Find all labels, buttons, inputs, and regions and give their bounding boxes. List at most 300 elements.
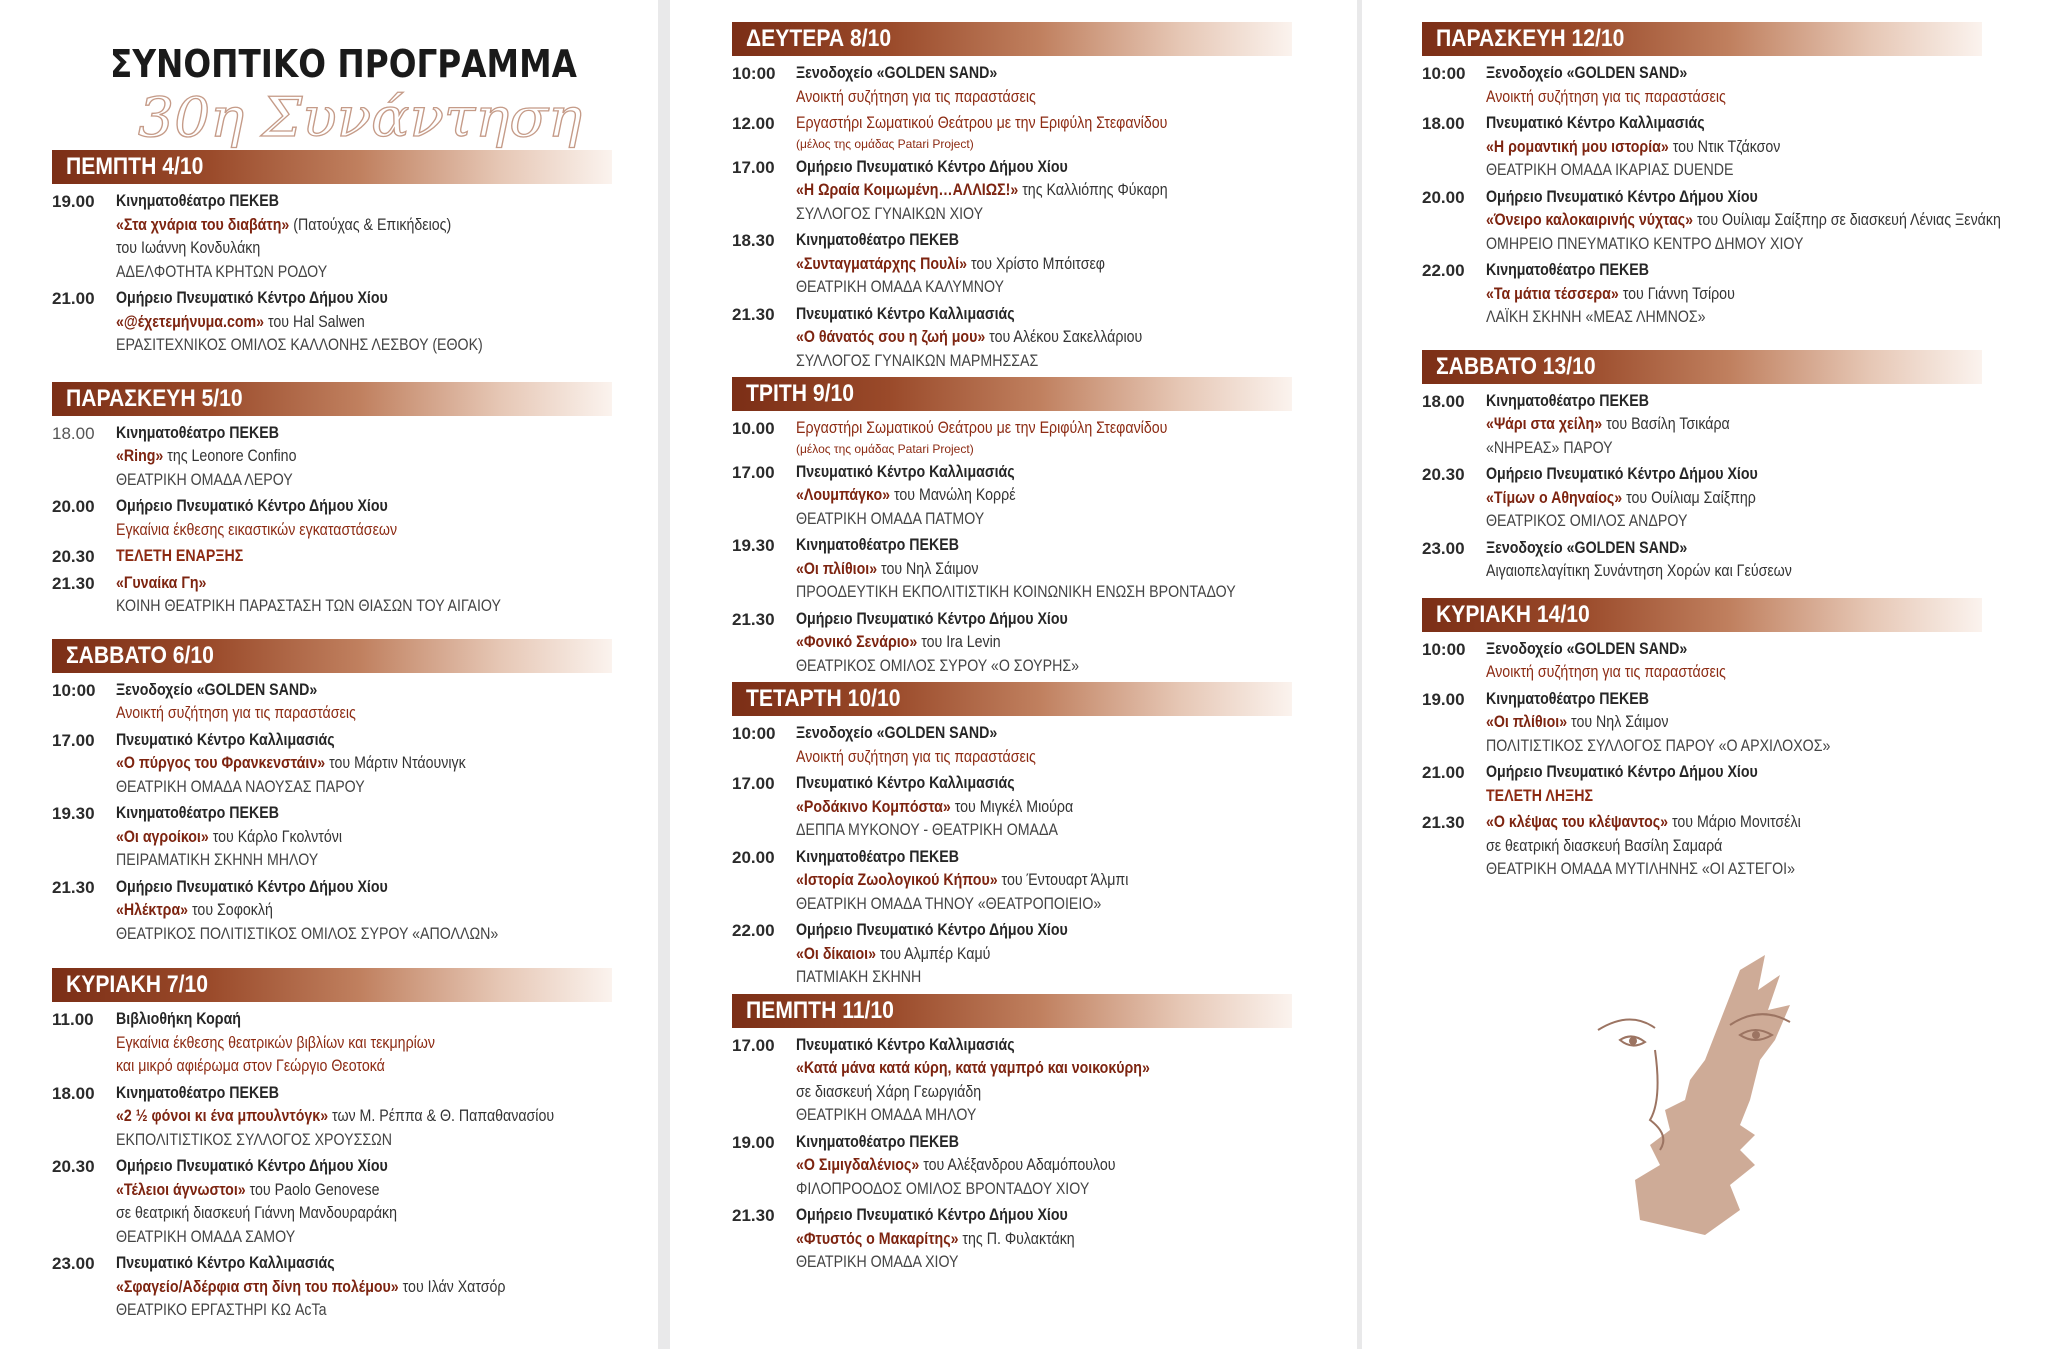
- event-venue-text: Κινηματοθέατρο ΠΕΚΕΒ: [1486, 689, 1649, 708]
- event-description-text: Εγκαίνια έκθεσης εικαστικών εγκαταστάσεων: [116, 520, 398, 539]
- event-play-line: [1486, 413, 1730, 437]
- event-venue: [796, 608, 1332, 632]
- event-extra: [796, 1081, 1332, 1105]
- play-author: του Ντικ Τζάκσον: [1672, 137, 1781, 156]
- day-header: [52, 150, 612, 184]
- event-extra-text: σε θεατρική διασκευή Γιάννη Μανδουραράκη: [116, 1204, 398, 1222]
- day-header: [52, 382, 612, 416]
- play-author: της Π. Φυλακτάκη: [962, 1229, 1075, 1248]
- event-play: [1486, 209, 2032, 233]
- event-play-line: [1486, 487, 1756, 511]
- play-author: του Μάρτιν Ντάουνιγκ: [329, 754, 466, 772]
- event-play-line: [116, 899, 273, 923]
- event-item: [732, 722, 1332, 769]
- event-time: 23.00: [52, 1254, 95, 1273]
- play-author: του Αλέξανδρου Αδαμόπουλου: [923, 1156, 1116, 1174]
- event-item: [52, 876, 652, 947]
- event-item: [732, 772, 1332, 843]
- day-label: ΚΥΡΙΑΚΗ 14/10: [1436, 600, 1590, 628]
- event-venue-text: Πνευματικό Κέντρο Καλλιμασιάς: [796, 462, 1015, 481]
- event-play: [116, 1276, 652, 1300]
- day-label: ΠΕΜΠΤΗ 11/10: [746, 996, 894, 1024]
- event-play: [1486, 283, 2032, 307]
- day-label: ΣΑΒΒΑΤΟ 6/10: [66, 641, 214, 669]
- event-play-line: [796, 943, 990, 967]
- day-section: [1422, 22, 2032, 330]
- event-venue: [796, 534, 1332, 558]
- day-header: [1422, 22, 1982, 56]
- event-play-line: [1486, 283, 1735, 307]
- day-header: [52, 968, 612, 1002]
- event-play: [796, 179, 1332, 203]
- day-header: [732, 682, 1292, 716]
- event-group-text: ΘΕΑΤΡΙΚΗ ΟΜΑΔΑ ΧΙΟΥ: [796, 1253, 959, 1271]
- play-title: «Τίμων ο Αθηναίος»: [1486, 488, 1623, 507]
- event-venue-text: Κινηματοθέατρο ΠΕΚΕΒ: [796, 1132, 959, 1151]
- event-description: [796, 746, 1332, 770]
- day-label: ΚΥΡΙΑΚΗ 7/10: [66, 971, 209, 998]
- event-time: 10:00: [732, 724, 776, 743]
- event-time: 21.30: [1422, 813, 1465, 832]
- play-author: του Βασίλη Τσικάρα: [1606, 415, 1730, 433]
- event-group-text: ΕΚΠΟΛΙΤΙΣΤΙΚΟΣ ΣΥΛΛΟΓΟΣ ΧΡΟΥΣΣΩΝ: [116, 1130, 392, 1149]
- event-venue: [796, 461, 1332, 485]
- event-group: [796, 893, 1332, 917]
- event-description-text: Ανοικτή συζήτηση για τις παραστάσεις: [1486, 663, 1726, 681]
- play-title: «Στα χνάρια του διαβάτη»: [116, 215, 290, 234]
- event-time: 17.00: [732, 462, 775, 482]
- event-play-line: [116, 752, 466, 776]
- event-group-text: ΚΟΙΝΗ ΘΕΑΤΡΙΚΗ ΠΑΡΑΣΤΑΣΗ ΤΩΝ ΘΙΑΣΩΝ ΤΟΥ ΑΙΓΑΙΟΥ: [116, 597, 501, 615]
- event-extra: [1486, 835, 2032, 859]
- play-title: «2 ½ φόνοι κι ένα μπουλντόγκ»: [116, 1107, 329, 1125]
- event-item: [732, 112, 1332, 153]
- day-label: ΠΑΡΑΣΚΕΥΗ 12/10: [1436, 25, 1625, 52]
- event-list: [732, 716, 1332, 990]
- event-venue-text: Ομήρειο Πνευματικό Κέντρο Δήμου Χίου: [116, 877, 388, 896]
- event-item: [52, 1155, 652, 1249]
- event-play: [796, 1057, 1332, 1081]
- event-list: [1422, 632, 2032, 882]
- day-header: [732, 377, 1292, 411]
- event-play-line: [796, 1228, 1075, 1252]
- event-group-text: ΘΕΑΤΡΙΚΗ ΟΜΑΔΑ ΤΗΝΟΥ «ΘΕΑΤΡΟΠΟΙΕΙΟ»: [796, 894, 1102, 913]
- column-3: [1422, 22, 2032, 885]
- event-group: [796, 1251, 1332, 1275]
- event-venue-text: Κινηματοθέατρο ΠΕΚΕΒ: [1486, 391, 1649, 410]
- event-group-text: ΣΥΛΛΟΓΟΣ ΓΥΝΑΙΚΩΝ ΜΑΡΜΗΣΣΑΣ: [796, 351, 1039, 370]
- event-item: [732, 1131, 1332, 1202]
- event-play-line: [796, 631, 1001, 655]
- event-list: [1422, 56, 2032, 330]
- event-item: [732, 846, 1332, 917]
- play-title: «Η Ωραία Κοιμωμένη…ΑΛΛΙΩΣ!»: [796, 181, 1019, 199]
- event-play: [1486, 811, 2032, 835]
- event-venue-text: Ομήρειο Πνευματικό Κέντρο Δήμου Χίου: [796, 609, 1068, 628]
- event-group: [1486, 233, 2032, 257]
- event-play: [116, 752, 652, 776]
- event-item: [52, 802, 652, 873]
- day-section: [52, 968, 652, 1323]
- event-group: [796, 508, 1332, 532]
- event-play-line: [116, 445, 296, 469]
- play-title: «@έχετεμήνυμα.com»: [116, 312, 265, 331]
- event-venue: [1486, 390, 2032, 414]
- event-group-text: ΕΡΑΣΙΤΕΧΝΙΚΟΣ ΟΜΙΛΟΣ ΚΑΛΛΟΝΗΣ ΛΕΣΒΟΥ (ΕΘΟΚ): [116, 336, 483, 354]
- play-title: «Ψάρι στα χείλη»: [1486, 415, 1603, 433]
- day-header: [1422, 598, 1982, 632]
- event-item: [52, 1082, 652, 1153]
- event-description: [796, 417, 1332, 441]
- play-title: «Ο Σιμιγδαλένιος»: [796, 1156, 920, 1174]
- day-section: [52, 382, 652, 619]
- event-item: [1422, 463, 2032, 534]
- event-group: [796, 350, 1332, 374]
- event-venue-text: Ομήρειο Πνευματικό Κέντρο Δήμου Χίου: [1486, 763, 1758, 781]
- event-time: 19.30: [52, 804, 95, 823]
- event-play-line: [796, 1154, 1116, 1178]
- event-time: 20.00: [52, 497, 95, 516]
- event-item: [732, 62, 1332, 109]
- event-play: [796, 253, 1332, 277]
- day-label: ΠΕΜΠΤΗ 4/10: [66, 153, 204, 180]
- event-group: [116, 776, 652, 800]
- event-list: [1422, 384, 2032, 584]
- event-group-text: ΛΑΪΚΗ ΣΚΗΝΗ «ΜΕΑΣ ΛΗΜΝΟΣ»: [1486, 308, 1706, 326]
- day-header: [1422, 350, 1982, 384]
- event-item: [52, 495, 652, 542]
- event-time: 18.00: [52, 423, 95, 443]
- play-title: «Φονικό Σενάριο»: [796, 633, 918, 651]
- play-title: «Ο πύργος του Φρανκενστάιν»: [116, 754, 326, 772]
- event-play: [1486, 711, 2032, 735]
- event-time: 17.00: [52, 730, 95, 750]
- event-group: [116, 261, 652, 285]
- event-play: [796, 1154, 1332, 1178]
- play-title: «Ο κλέψας του κλέψαντος»: [1486, 813, 1669, 831]
- play-author: του Hal Salwen: [267, 312, 365, 331]
- event-description: [1486, 86, 2032, 110]
- play-title: «Ροδάκινο Κομπόστα»: [796, 797, 951, 816]
- event-venue-text: Πνευματικό Κέντρο Καλλιμασιάς: [796, 1035, 1015, 1054]
- event-group: [1486, 437, 2032, 461]
- event-play: [796, 943, 1332, 967]
- event-description-text: Εργαστήρι Σωματικού Θεάτρου με την Εριφύλη Στεφανίδου: [796, 419, 1168, 437]
- event-description-text: Ανοικτή συζήτηση για τις παραστάσεις: [796, 747, 1036, 766]
- event-venue: [116, 679, 652, 703]
- event-venue-text: Πνευματικό Κέντρο Καλλιμασιάς: [1486, 114, 1705, 132]
- event-play: [796, 558, 1332, 582]
- event-time: 17.00: [732, 157, 775, 177]
- day-section: [52, 639, 652, 947]
- event-group: [116, 923, 652, 947]
- event-play: [116, 1179, 652, 1203]
- event-description-text: Εγκαίνια έκθεσης θεατρικών βιβλίων και τεκμηρίων: [116, 1033, 435, 1052]
- event-time: 20.00: [732, 847, 775, 867]
- event-play-line: [796, 796, 1073, 820]
- play-title: «Η ρομαντική μου ιστορία»: [1486, 137, 1669, 156]
- event-list: [732, 56, 1332, 373]
- event-group: [116, 1299, 652, 1323]
- page-subtitle: 30η Συνάντηση: [138, 86, 582, 149]
- event-description-text: Ανοικτή συζήτηση για τις παραστάσεις: [1486, 87, 1726, 106]
- event-venue-text: Ξενοδοχείο «GOLDEN SAND»: [796, 64, 998, 82]
- event-list: [52, 673, 652, 947]
- event-venue: [796, 229, 1332, 253]
- play-author: της Leonore Confino: [167, 447, 297, 465]
- event-venue-text: Ξενοδοχείο «GOLDEN SAND»: [1486, 538, 1688, 557]
- day-label: ΤΕΤΑΡΤΗ 10/10: [746, 685, 901, 712]
- play-title: «Οι πλίθιοι»: [1486, 713, 1568, 731]
- day-section: [1422, 598, 2032, 882]
- event-group-text: ΠΑΤΜΙΑΚΗ ΣΚΗΝΗ: [796, 968, 922, 986]
- event-list: [732, 1028, 1332, 1275]
- event-item: [732, 303, 1332, 374]
- event-description-text: Ανοικτή συζήτηση για τις παραστάσεις: [796, 87, 1036, 106]
- event-item: [52, 190, 652, 284]
- event-item: [1422, 638, 2032, 685]
- day-label: ΔΕΥΤΕΡΑ 8/10: [746, 25, 892, 52]
- event-item: [52, 422, 652, 493]
- event-group: [116, 1129, 652, 1153]
- day-label: ΤΡΙΤΗ 9/10: [746, 380, 854, 407]
- play-author: του Μάριο Μονιτσέλι: [1671, 813, 1801, 831]
- event-venue-text: Κινηματοθέατρο ΠΕΚΕΒ: [796, 536, 959, 554]
- event-venue-text: Πνευματικό Κέντρο Καλλιμασιάς: [796, 304, 1015, 323]
- event-venue-text: Ομήρειο Πνευματικό Κέντρο Δήμου Χίου: [116, 1157, 388, 1175]
- event-venue-text: Ομήρειο Πνευματικό Κέντρο Δήμου Χίου: [116, 497, 388, 515]
- event-item: [1422, 537, 2032, 584]
- play-author: (Πατούχας & Επικήδειος): [293, 215, 452, 234]
- event-group-text: ΘΕΑΤΡΙΚΗ ΟΜΑΔΑ ΜΥΤΙΛΗΝΗΣ «ΟΙ ΑΣΤΕΓΟΙ»: [1486, 860, 1795, 878]
- event-time: 18.00: [52, 1083, 95, 1103]
- event-time: 19.00: [52, 192, 95, 211]
- event-play-line: [796, 179, 1168, 203]
- event-group-text: ΦΙΛΟΠΡΟΟΔΟΣ ΟΜΙΛΟΣ ΒΡΟΝΤΑΔΟΥ ΧΙΟΥ: [796, 1179, 1090, 1198]
- day-section: [732, 994, 1332, 1275]
- play-author: του Γιάννη Τσίρου: [1622, 284, 1735, 303]
- play-author: του Ιλάν Χατσόρ: [402, 1277, 506, 1296]
- event-time: 10:00: [732, 64, 776, 83]
- event-time: 22.00: [1422, 261, 1465, 280]
- event-description-text: Ανοικτή συζήτηση για τις παραστάσεις: [116, 704, 356, 722]
- event-group: [1486, 510, 2032, 534]
- event-ceremony-text: ΤΕΛΕΤΗ ΕΝΑΡΞΗΣ: [116, 547, 244, 565]
- event-time: 19.00: [1422, 689, 1465, 709]
- column-1: [52, 150, 652, 1326]
- event-venue: [1486, 259, 2032, 283]
- day-section: [732, 377, 1332, 678]
- event-time: 21.30: [732, 1206, 775, 1225]
- event-group-text: ΠΟΛΙΤΙΣΤΙΚΟΣ ΣΥΛΛΟΓΟΣ ΠΑΡΟΥ «Ο ΑΡΧΙΛΟΧΟΣ»: [1486, 736, 1831, 755]
- event-description: [796, 86, 1332, 110]
- event-item: [732, 1204, 1332, 1275]
- event-list: [732, 411, 1332, 678]
- play-title: «Σφαγείο/Αδέρφια στη δίνη του πολέμου»: [116, 1277, 399, 1296]
- event-venue-text: Κινηματοθέατρο ΠΕΚΕΒ: [116, 804, 279, 822]
- event-play: [796, 796, 1332, 820]
- event-group: [796, 1104, 1332, 1128]
- event-venue-text: Ομήρειο Πνευματικό Κέντρο Δήμου Χίου: [796, 1206, 1068, 1224]
- play-title: «Κατά μάνα κατά κύρη, κατά γαμπρό και νοικοκύρη»: [796, 1059, 1150, 1077]
- event-group-text: ΘΕΑΤΡΙΚΗ ΟΜΑΔΑ ΝΑΟΥΣΑΣ ΠΑΡΟΥ: [116, 777, 365, 796]
- play-title: «Οι αγροίκοι»: [116, 827, 209, 846]
- event-note: (μέλος της ομάδας Patari Project): [796, 441, 974, 456]
- event-venue: [116, 1008, 652, 1032]
- event-play: [1486, 413, 2032, 437]
- event-time: 11.00: [52, 1010, 94, 1029]
- event-play: [796, 326, 1332, 350]
- event-group: [1486, 159, 2032, 183]
- play-author: του Κάρλο Γκολντόνι: [212, 827, 343, 846]
- event-play-line: [796, 869, 1128, 893]
- event-time: 18.00: [1422, 114, 1465, 133]
- event-item: [1422, 62, 2032, 109]
- event-item: [732, 919, 1332, 990]
- event-time: 17.00: [732, 774, 775, 793]
- event-venue: [1486, 463, 2032, 487]
- event-play: [116, 311, 652, 335]
- event-group-text: ΘΕΑΤΡΙΚΟΣ ΟΜΙΛΟΣ ΑΝΔΡΟΥ: [1486, 512, 1688, 530]
- day-section: [732, 22, 1332, 373]
- event-group: [796, 203, 1332, 227]
- event-venue-text: Κινηματοθέατρο ΠΕΚΕΒ: [796, 847, 959, 866]
- play-author: του Χρίστο Μπόιτσεφ: [970, 254, 1106, 273]
- play-title: «Οι δίκαιοι»: [796, 944, 876, 963]
- event-time: 23.00: [1422, 538, 1465, 558]
- event-item: [732, 417, 1332, 458]
- play-title: «Τα μάτια τέσσερα»: [1486, 284, 1619, 303]
- event-play: [1486, 136, 2032, 160]
- event-play-line: [116, 214, 451, 238]
- event-group-text: ΔΕΠΠΑ ΜΥΚΟΝΟΥ - ΘΕΑΤΡΙΚΗ ΟΜΑΔΑ: [796, 821, 1058, 839]
- play-author: του Αλέκου Σακελλάριου: [989, 328, 1143, 346]
- event-group: [1486, 735, 2032, 759]
- event-venue-text: Ξενοδοχείο «GOLDEN SAND»: [1486, 639, 1688, 658]
- event-group-text: ΟΜΗΡΕΙΟ ΠΝΕΥΜΑΤΙΚΟ ΚΕΝΤΡΟ ΔΗΜΟΥ ΧΙΟΥ: [1486, 234, 1804, 253]
- event-venue: [796, 722, 1332, 746]
- event-play-line: [796, 558, 979, 582]
- play-title: «Γυναίκα Γη»: [116, 573, 207, 592]
- event-time: 21.00: [52, 289, 95, 308]
- event-item: [52, 545, 652, 569]
- event-time: 20.00: [1422, 187, 1465, 207]
- event-list: [52, 184, 652, 358]
- play-title: «Ιστορία Ζωολογικού Κήπου»: [796, 871, 998, 889]
- event-venue-text: Πνευματικό Κέντρο Καλλιμασιάς: [116, 1254, 335, 1272]
- event-play-line: [116, 572, 206, 596]
- event-list: [52, 416, 652, 619]
- event-note: (μέλος της ομάδας Patari Project): [796, 136, 974, 151]
- event-venue-text: Ξενοδοχείο «GOLDEN SAND»: [796, 724, 998, 742]
- event-venue: [116, 422, 652, 446]
- event-group: [796, 966, 1332, 990]
- event-list: [52, 1002, 652, 1323]
- event-item: [1422, 761, 2032, 808]
- event-venue-text: Ξενοδοχείο «GOLDEN SAND»: [1486, 64, 1688, 82]
- event-item: [732, 229, 1332, 300]
- event-time: 18.00: [1422, 391, 1465, 411]
- event-play-line: [796, 1057, 1150, 1081]
- play-author: του Ουίλιαμ Σαίξπηρ σε διασκευή Λένιας Ξενάκη: [1697, 211, 2001, 229]
- event-time: 21.30: [52, 877, 95, 897]
- event-item: [1422, 259, 2032, 330]
- event-group-text: ΘΕΑΤΡΙΚΟ ΕΡΓΑΣΤΗΡΙ ΚΩ AcTa: [116, 1301, 327, 1319]
- event-item: [52, 679, 652, 726]
- event-item: [1422, 390, 2032, 461]
- event-venue: [796, 846, 1332, 870]
- event-group-text: ΘΕΑΤΡΙΚΗ ΟΜΑΔΑ ΜΗΛΟΥ: [796, 1106, 977, 1124]
- event-play-line: [796, 326, 1142, 350]
- event-play: [116, 445, 652, 469]
- day-header: [732, 22, 1292, 56]
- event-extra-text: σε διασκευή Χάρη Γεωργιάδη: [796, 1082, 982, 1101]
- play-title: «Συνταγματάρχης Πουλί»: [796, 254, 968, 273]
- event-description: [1486, 661, 2032, 685]
- event-group: [796, 1178, 1332, 1202]
- event-venue: [116, 190, 652, 214]
- event-group-text: ΘΕΑΤΡΙΚΗ ΟΜΑΔΑ ΚΑΛΥΜΝΟΥ: [796, 278, 1005, 296]
- event-group: [116, 334, 652, 358]
- event-venue: [1486, 62, 2032, 86]
- play-title: «Οι πλίθιοι»: [796, 559, 878, 578]
- event-group-text: ΘΕΑΤΡΙΚΗ ΟΜΑΔΑ ΛΕΡΟΥ: [116, 470, 293, 489]
- play-author: του Νηλ Σάιμον: [1571, 713, 1669, 731]
- event-time: 10.00: [732, 419, 775, 438]
- play-author: του Αλμπέρ Καμύ: [879, 944, 991, 963]
- page-title: ΣΥΝΟΠΤΙΚΟ ΠΡΟΓΡΑΜΜΑ: [110, 42, 577, 86]
- day-section: [1422, 350, 2032, 584]
- event-venue: [116, 1252, 652, 1276]
- event-group-text: «ΝΗΡΕΑΣ» ΠΑΡΟΥ: [1486, 438, 1613, 457]
- day-section: [52, 150, 652, 358]
- event-group: [116, 469, 652, 493]
- event-venue-text: Βιβλιοθήκη Κοραή: [116, 1010, 241, 1028]
- event-group: [1486, 306, 2032, 330]
- day-section: [732, 682, 1332, 990]
- event-venue: [1486, 112, 2032, 136]
- event-venue-text: Κινηματοθέατρο ΠΕΚΕΒ: [116, 1083, 279, 1102]
- event-venue: [1486, 638, 2032, 662]
- event-venue-text: Ομήρειο Πνευματικό Κέντρο Δήμου Χίου: [116, 289, 388, 307]
- event-item: [52, 287, 652, 358]
- event-venue: [1486, 186, 2032, 210]
- event-time: 20.30: [52, 1157, 95, 1176]
- event-time: 10:00: [1422, 64, 1466, 83]
- event-play: [796, 484, 1332, 508]
- event-venue-text: Κινηματοθέατρο ΠΕΚΕΒ: [796, 231, 959, 249]
- event-venue: [796, 772, 1332, 796]
- event-venue-text: Κινηματοθέατρο ΠΕΚΕΒ: [116, 423, 279, 442]
- event-time: 19.30: [732, 536, 775, 555]
- event-venue: [796, 303, 1332, 327]
- event-time: 17.00: [732, 1035, 775, 1055]
- event-description-text: και μικρό αφιέρωμα στον Γεώργιο Θεοτοκά: [116, 1057, 385, 1075]
- event-time: 12.00: [732, 114, 775, 133]
- event-venue-text: Κινηματοθέατρο ΠΕΚΕΒ: [1486, 261, 1649, 279]
- event-venue-text: Ξενοδοχείο «GOLDEN SAND»: [116, 680, 318, 699]
- play-title: «Φτυστός ο Μακαρίτης»: [796, 1229, 959, 1248]
- event-venue-text: Ομήρειο Πνευματικό Κέντρο Δήμου Χίου: [796, 921, 1068, 939]
- event-play-line: [116, 1276, 506, 1300]
- event-item: [732, 461, 1332, 532]
- event-venue: [796, 919, 1332, 943]
- event-play: [796, 869, 1332, 893]
- play-title: «Όνειρο καλοκαιρινής νύχτας»: [1486, 211, 1694, 229]
- play-author: των Μ. Ρέππα & Θ. Παπαθανασίου: [332, 1107, 555, 1125]
- event-extra-text: σε θεατρική διασκευή Βασίλη Σαμαρά: [1486, 836, 1723, 855]
- play-title: «Ring»: [116, 447, 164, 465]
